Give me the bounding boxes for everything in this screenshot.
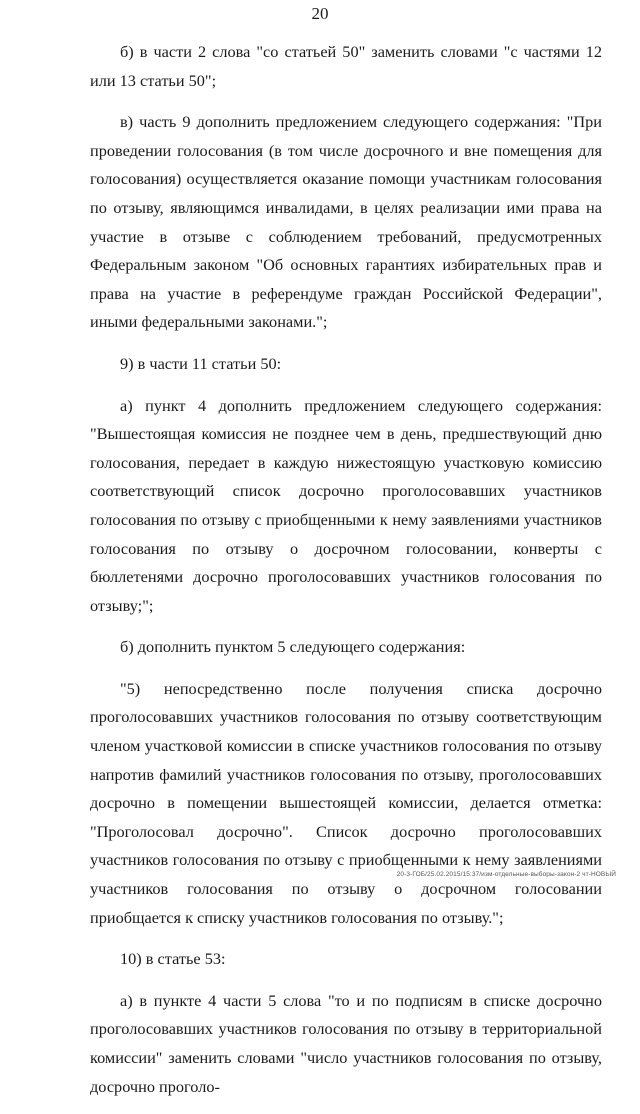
document-body xyxy=(90,38,602,1114)
paragraph-item-10: 10) в статье 53: xyxy=(120,949,226,969)
paragraph-a-point-4-part-5: а) в пункте 4 части 5 слова "то и по подписям в списке досрочно проголосовавших участников голосования по отзыву в территориальной комиссии" заменить словами "число участников голосования по отзыву, досрочно проголо- xyxy=(90,990,602,1096)
page-number: 20 xyxy=(311,4,329,23)
paragraph-point-5-text: "5) непосредственно после получения списка досрочно проголосовавших участников голосования по отзыву соответствующим членом участковой комиссии в списке участников голосования по отзыву напротив фамилий участников голосования по отзыву, проголосовавших досрочно в помещении вышестоящей комиссии, делается отметка: "Проголосовал досрочно". Список досрочно проголосовавших участников голосования по отзыву с приобщенными к нему заявлениями участников голосования по отзыву о досрочном голосовании приобщается к списку участников голосования по отзыву."; xyxy=(90,678,602,927)
paragraph-v-part-9: в) часть 9 дополнить предложением следующего содержания: "При проведении голосования (в том числе досрочного и вне помещения для голосования) осуществляется оказание помощи участникам голосования по отзыву, являющимся инвалидами, в целях реализации ими права на участие в отзыве с соблюдением требований, предусмотренных Федеральным законом "Об основных гарантиях избирательных прав и права на участие в референдуме граждан Российской Федерации", иными федеральными законами."; xyxy=(90,112,602,332)
document-footer-code: 20-3-ГОБ/25.02.2015/15:37/изм-отдельные-выборы-закон-2 чт-НОВЫЙ xyxy=(396,871,616,878)
paragraph-b-point-5: б) дополнить пунктом 5 следующего содержания: xyxy=(120,637,466,657)
paragraph-item-9: 9) в части 11 статьи 50: xyxy=(120,353,282,373)
paragraph-a-point-4: а) пункт 4 дополнить предложением следующего содержания: "Вышестоящая комиссия не позднее чем в день, предшествующий дню голосования, передает в каждую нижестоящую участковую комиссию соответствующий список досрочно проголосовавших участников голосования по отзыву с приобщенными к нему заявлениями участников голосования по отзыву о досрочном голосовании, конверты с бюллетенями досрочно проголосовавших участников голосования по отзыву;"; xyxy=(90,395,602,615)
paragraph-b-part-2: б) в части 2 слова "со статьей 50" заменить словами "с частями 12 или 13 статьи 50"; xyxy=(90,42,602,90)
